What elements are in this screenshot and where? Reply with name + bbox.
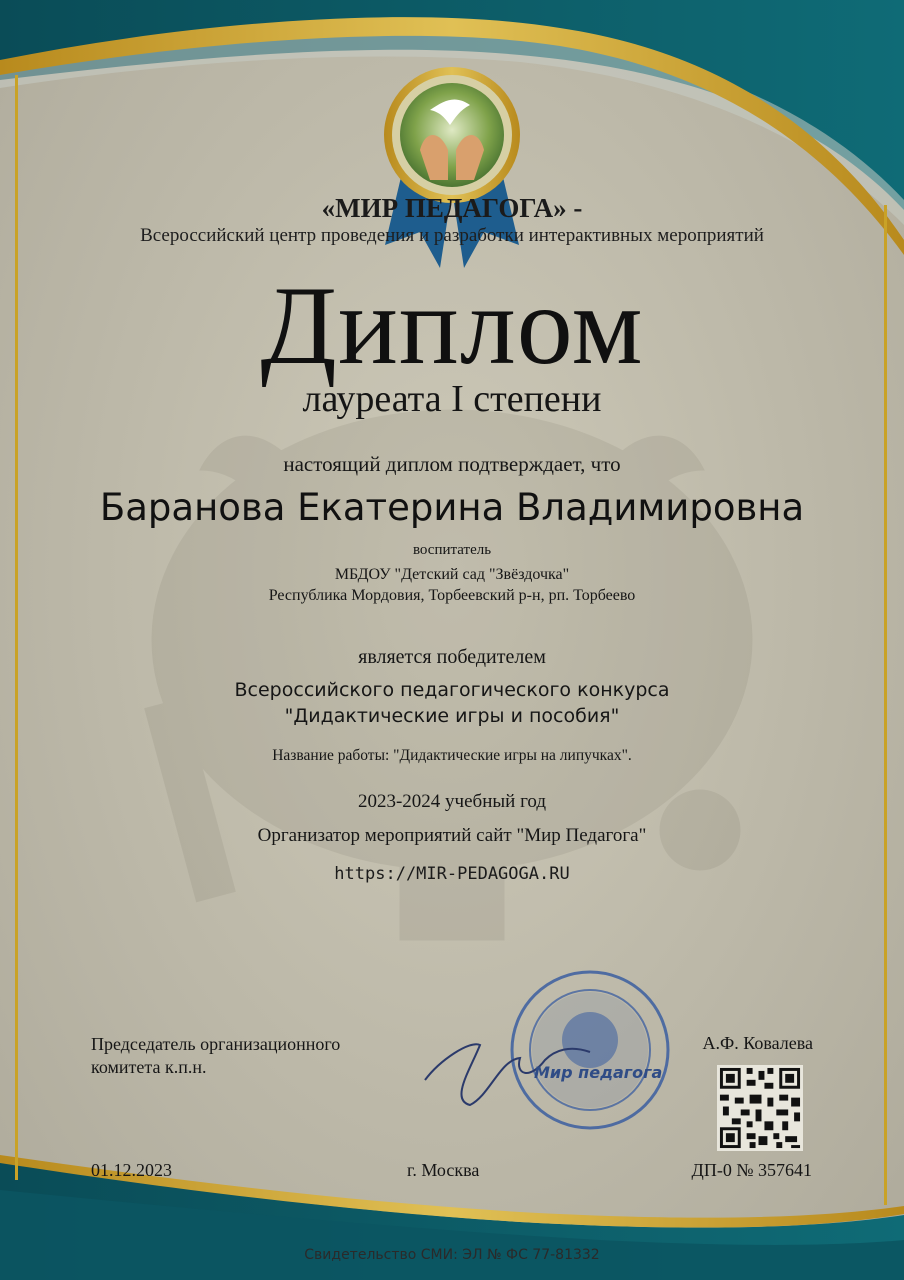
diploma-title: Диплом [260,264,644,388]
diploma-number: ДП-0 № 357641 [691,1160,812,1180]
contest-name: "Дидактические игры и пособия" [284,705,620,727]
website-link[interactable]: https://MIR-PEDAGOGA.RU [334,864,570,884]
winner-text: является победителем [358,646,546,668]
organizer-text: Организатор мероприятий сайт "Мир Педагога" [257,825,647,846]
work-title: Название работы: "Дидактические игры на липучках". [272,747,632,764]
diploma-subtitle: лауреата I степени [302,378,602,420]
recipient-position: воспитатель [412,542,492,558]
recipient-name: Баранова Екатерина Владимировна [99,486,805,529]
contest-type: Всероссийского педагогического конкурса [234,679,670,701]
qr-code-icon[interactable] [717,1065,803,1151]
issue-city: г. Москва [407,1160,480,1180]
org-description: Всероссийский центр проведения и разработки интерактивных мероприятий [140,225,764,246]
academic-year: 2023-2024 учебный год [357,791,547,812]
round-stamp-icon [512,972,668,1128]
chair-name: А.Ф. Ковалева [702,1033,813,1053]
chair-title-line1: Председатель организационного [91,1034,341,1054]
org-name: «МИР ПЕДАГОГА» - [321,193,583,223]
recipient-region: Республика Мордовия, Торбеевский р-н, рп. Торбеево [268,587,636,604]
media-certificate: Свидетельство СМИ: ЭЛ № ФС 77-81332 [304,1247,600,1263]
seal-label: Мир педагога [534,1063,663,1082]
recipient-institution: МБДОУ "Детский сад "Звёздочка" [334,566,570,583]
issue-date: 01.12.2023 [91,1160,172,1180]
chair-title-line2: комитета к.п.н. [91,1057,207,1077]
confirm-text: настоящий диплом подтверждает, что [283,452,621,476]
